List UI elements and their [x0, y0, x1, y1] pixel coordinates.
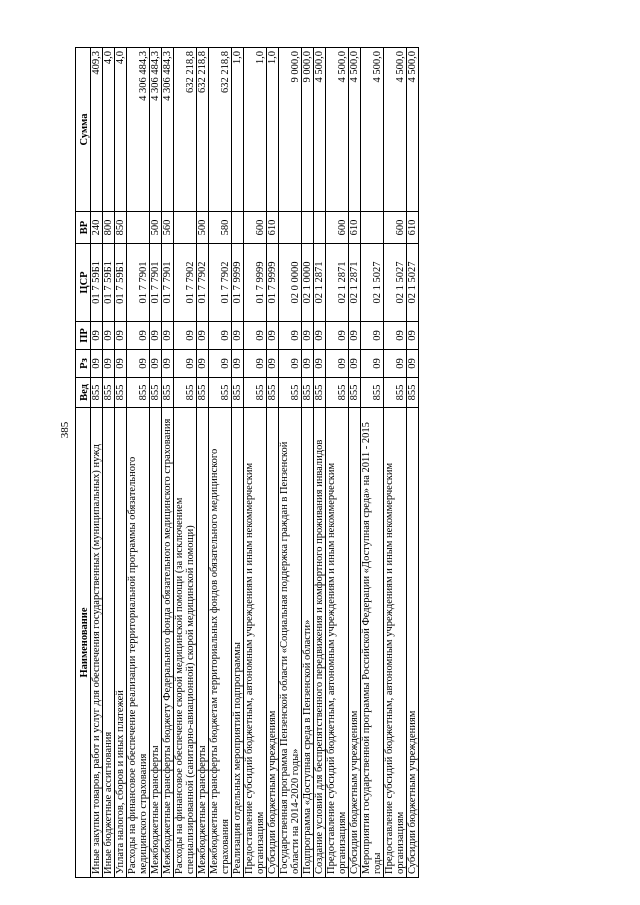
cell-pr: 09 [326, 322, 349, 350]
cell-sum: 632 218,8 [197, 48, 209, 212]
cell-rz: 09 [349, 350, 361, 378]
cell-csr: 01 7 7901 [150, 244, 162, 322]
cell-name: Подпрограмма «Доступная среда в Пензенской области» [302, 408, 314, 878]
cell-vr: 580 [209, 212, 232, 244]
cell-rz: 09 [174, 350, 197, 378]
cell-csr: 01 7 59Б1 [103, 244, 115, 322]
cell-vr: 610 [407, 212, 419, 244]
cell-csr: 02 1 5027 [384, 244, 407, 322]
cell-csr: 02 0 0000 [279, 244, 302, 322]
cell-sum: 4,0 [115, 48, 127, 212]
cell-name: Межбюджетные трансферты бюджету Федерального фонда обязательного медицинского страхования [162, 408, 174, 878]
cell-name: Предоставление субсидий бюджетным, автономным учреждениям и иным некоммерческим организациям [244, 408, 267, 878]
cell-csr: 01 7 7902 [209, 244, 232, 322]
cell-sum: 4 500,0 [326, 48, 349, 212]
header-pr: ПР [76, 322, 91, 350]
cell-pr: 09 [244, 322, 267, 350]
cell-pr: 09 [384, 322, 407, 350]
table-row [314, 48, 326, 878]
cell-ved: 855 [361, 378, 384, 408]
cell-rz: 09 [302, 350, 314, 378]
cell-ved: 855 [162, 378, 174, 408]
cell-pr: 09 [232, 322, 244, 350]
cell-name: Предоставление субсидий бюджетным, автономным учреждениям и иным некоммерческим организациям [384, 408, 407, 878]
page-number: 385 [59, 421, 71, 439]
cell-vr: 600 [244, 212, 267, 244]
cell-sum: 1,0 [232, 48, 244, 212]
budget-table [75, 47, 419, 878]
cell-csr: 01 7 7901 [127, 244, 150, 322]
table-row [150, 48, 162, 878]
cell-csr: 01 7 9999 [232, 244, 244, 322]
cell-ved: 855 [174, 378, 197, 408]
cell-rz: 09 [244, 350, 267, 378]
cell-ved: 855 [302, 378, 314, 408]
cell-sum: 4 500,0 [384, 48, 407, 212]
cell-csr: 01 7 7902 [197, 244, 209, 322]
cell-vr: 560 [162, 212, 174, 244]
cell-ved: 855 [267, 378, 279, 408]
header-sum: Сумма [76, 48, 91, 212]
cell-pr: 09 [174, 322, 197, 350]
cell-rz: 09 [150, 350, 162, 378]
cell-name: Межбюджетные трансферты бюджетам территориальных фондов обязательного медицинского страхования [209, 408, 232, 878]
cell-csr: 01 7 59Б1 [115, 244, 127, 322]
cell-pr: 09 [91, 322, 103, 350]
table-row [127, 48, 150, 878]
cell-pr: 09 [314, 322, 326, 350]
cell-rz: 09 [197, 350, 209, 378]
cell-ved: 855 [407, 378, 419, 408]
cell-pr: 09 [115, 322, 127, 350]
cell-pr: 09 [267, 322, 279, 350]
cell-pr: 09 [150, 322, 162, 350]
cell-ved: 855 [314, 378, 326, 408]
cell-sum: 4 500,0 [314, 48, 326, 212]
table-row [115, 48, 127, 878]
cell-rz: 09 [232, 350, 244, 378]
cell-csr: 01 7 7901 [162, 244, 174, 322]
cell-sum: 632 218,8 [174, 48, 197, 212]
cell-ved: 855 [91, 378, 103, 408]
cell-rz: 09 [209, 350, 232, 378]
cell-ved: 855 [232, 378, 244, 408]
cell-pr: 09 [361, 322, 384, 350]
cell-name: Уплата налогов, сборов и иных платежей [115, 408, 127, 878]
cell-rz: 09 [162, 350, 174, 378]
cell-rz: 09 [407, 350, 419, 378]
cell-sum: 4 306 484,3 [150, 48, 162, 212]
cell-rz: 09 [127, 350, 150, 378]
cell-name: Межбюджетные трансферты [197, 408, 209, 878]
cell-ved: 855 [103, 378, 115, 408]
cell-vr [127, 212, 150, 244]
cell-csr: 01 7 9999 [244, 244, 267, 322]
cell-csr: 02 1 0000 [302, 244, 314, 322]
cell-name: Мероприятия государственной программы Российской Федерации «Доступная среда» на 2011 - 2015 годы [361, 408, 384, 878]
table-row [232, 48, 244, 878]
cell-pr: 09 [127, 322, 150, 350]
table-row [91, 48, 103, 878]
cell-ved: 855 [209, 378, 232, 408]
cell-name: Предоставление субсидий бюджетным, автономным учреждениям и иным некоммерческим организациям [326, 408, 349, 878]
cell-rz: 09 [279, 350, 302, 378]
cell-rz: 09 [361, 350, 384, 378]
header-name: Наименование [76, 408, 91, 878]
cell-pr: 09 [349, 322, 361, 350]
header-csr: ЦСР [76, 244, 91, 322]
table-row [103, 48, 115, 878]
cell-name: Субсидии бюджетным учреждениям [267, 408, 279, 878]
cell-rz: 09 [91, 350, 103, 378]
table-row [384, 48, 407, 878]
cell-vr [302, 212, 314, 244]
table-row [197, 48, 209, 878]
cell-ved: 855 [384, 378, 407, 408]
cell-csr: 02 1 2871 [349, 244, 361, 322]
cell-ved: 855 [150, 378, 162, 408]
table-header-row [76, 48, 91, 878]
cell-sum: 409,3 [91, 48, 103, 212]
table-row [209, 48, 232, 878]
table-row [174, 48, 197, 878]
table-row [267, 48, 279, 878]
cell-pr: 09 [103, 322, 115, 350]
table-row [302, 48, 314, 878]
cell-sum: 4 500,0 [407, 48, 419, 212]
cell-csr: 02 1 5027 [407, 244, 419, 322]
cell-sum: 4 306 484,3 [127, 48, 150, 212]
cell-vr: 800 [103, 212, 115, 244]
cell-ved: 855 [197, 378, 209, 408]
cell-ved: 855 [349, 378, 361, 408]
cell-sum: 9 000,0 [279, 48, 302, 212]
cell-vr [279, 212, 302, 244]
cell-sum: 1,0 [244, 48, 267, 212]
cell-pr: 09 [209, 322, 232, 350]
cell-rz: 09 [115, 350, 127, 378]
cell-ved: 855 [115, 378, 127, 408]
cell-rz: 09 [384, 350, 407, 378]
cell-vr: 610 [267, 212, 279, 244]
cell-name: Иные закупки товаров, работ и услуг для обеспечения государственных (муниципальных) нужд [91, 408, 103, 878]
cell-name: Расходы на финансовое обеспечение реализации территориальной программы обязательного медицинского страхования [127, 408, 150, 878]
header-vr: ВР [76, 212, 91, 244]
cell-vr [232, 212, 244, 244]
cell-pr: 09 [162, 322, 174, 350]
cell-sum: 4 500,0 [361, 48, 384, 212]
cell-ved: 855 [244, 378, 267, 408]
cell-vr [361, 212, 384, 244]
cell-sum: 4,0 [103, 48, 115, 212]
cell-vr [314, 212, 326, 244]
cell-vr: 500 [197, 212, 209, 244]
table-row [244, 48, 267, 878]
table-row [349, 48, 361, 878]
table-row [326, 48, 349, 878]
cell-rz: 09 [267, 350, 279, 378]
cell-name: Государственная программа Пензенской области «Социальная поддержка граждан в Пензенской области на 2014-2020 годы» [279, 408, 302, 878]
rotated-table-container [75, 48, 595, 878]
cell-pr: 09 [279, 322, 302, 350]
cell-name: Реализация отдельных мероприятий подпрограммы [232, 408, 244, 878]
cell-sum: 632 218,8 [209, 48, 232, 212]
table-row [361, 48, 384, 878]
cell-vr: 610 [349, 212, 361, 244]
cell-pr: 09 [302, 322, 314, 350]
cell-csr: 02 1 5027 [361, 244, 384, 322]
cell-rz: 09 [314, 350, 326, 378]
cell-name: Субсидии бюджетным учреждениям [349, 408, 361, 878]
cell-csr: 02 1 2871 [314, 244, 326, 322]
cell-name: Субсидии бюджетным учреждениям [407, 408, 419, 878]
cell-pr: 09 [407, 322, 419, 350]
header-rz: Рз [76, 350, 91, 378]
cell-csr: 02 1 2871 [326, 244, 349, 322]
cell-ved: 855 [279, 378, 302, 408]
cell-vr: 600 [384, 212, 407, 244]
cell-sum: 9 000,0 [302, 48, 314, 212]
table-row [407, 48, 419, 878]
cell-vr: 500 [150, 212, 162, 244]
cell-sum: 4 500,0 [349, 48, 361, 212]
cell-vr [174, 212, 197, 244]
cell-vr: 240 [91, 212, 103, 244]
cell-name: Межбюджетные трансферты [150, 408, 162, 878]
header-ved: Вед [76, 378, 91, 408]
cell-pr: 09 [197, 322, 209, 350]
cell-sum: 4 306 484,3 [162, 48, 174, 212]
table-row [279, 48, 302, 878]
cell-csr: 01 7 59Б1 [91, 244, 103, 322]
cell-sum: 1,0 [267, 48, 279, 212]
cell-name: Создание условий для беспрепятственного передвижения и комфортного проживания инвалидов [314, 408, 326, 878]
cell-vr: 850 [115, 212, 127, 244]
cell-rz: 09 [326, 350, 349, 378]
cell-csr: 01 7 9999 [267, 244, 279, 322]
table-row [162, 48, 174, 878]
cell-name: Расходы на финансовое обеспечение скорой медицинской помощи (за исключением специализированной (санитарно-авиационной) скорой медицинской помощи) [174, 408, 197, 878]
cell-name: Иные бюджетные ассигнования [103, 408, 115, 878]
cell-ved: 855 [127, 378, 150, 408]
cell-ved: 855 [326, 378, 349, 408]
cell-csr: 01 7 7902 [174, 244, 197, 322]
cell-rz: 09 [103, 350, 115, 378]
cell-vr: 600 [326, 212, 349, 244]
